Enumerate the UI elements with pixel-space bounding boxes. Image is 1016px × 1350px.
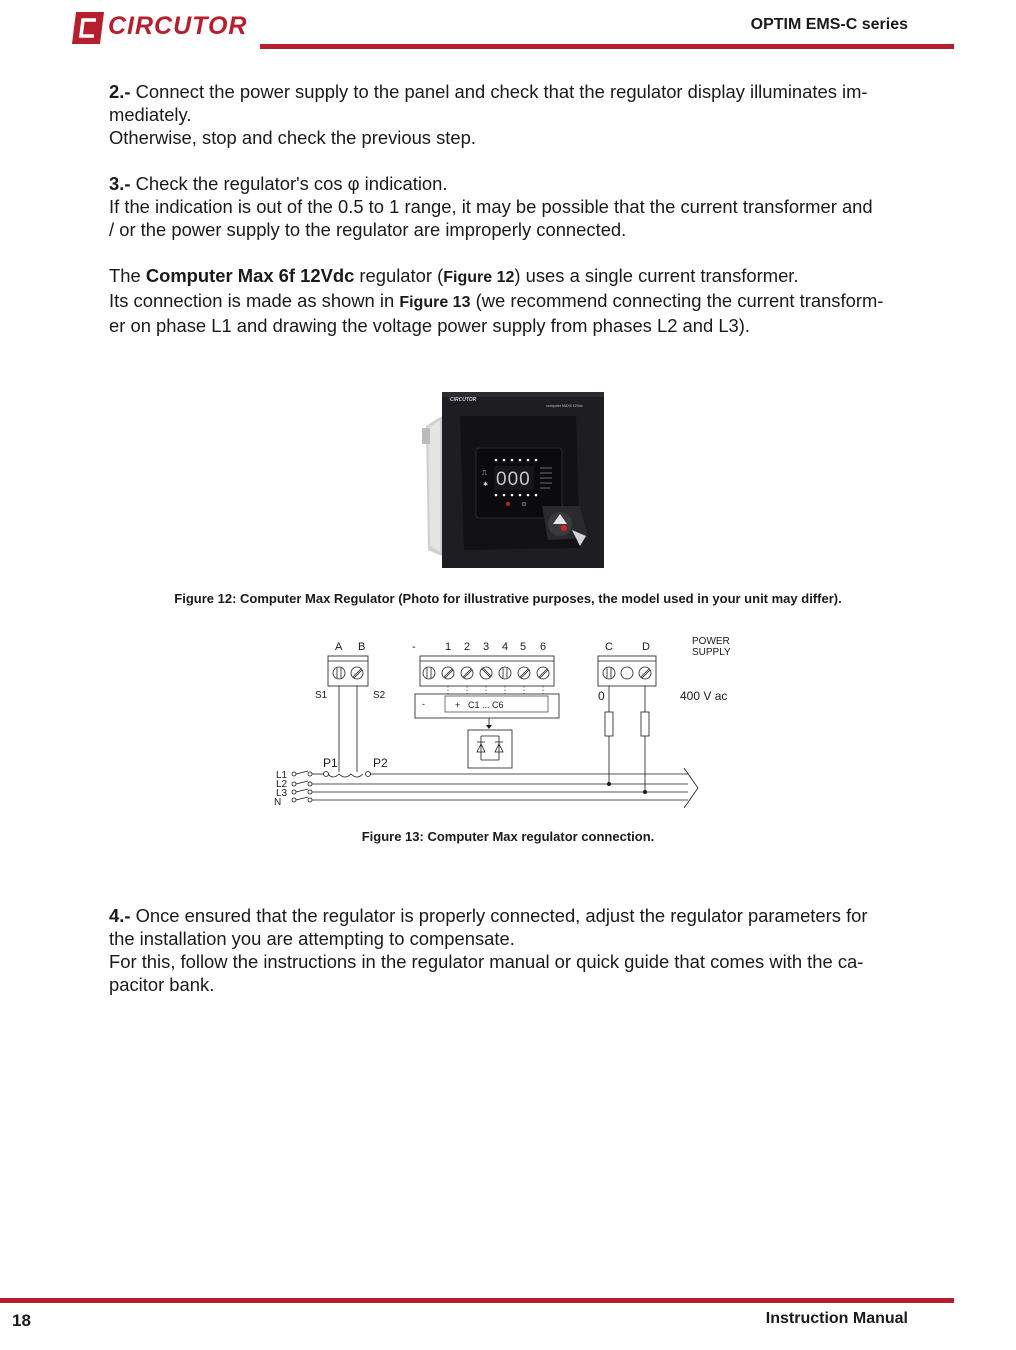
step3-line3: / or the power supply to the regulator are improperly connected. (109, 219, 627, 240)
footer-manual-title: Instruction Manual (765, 1310, 908, 1327)
para-its: Its connection is made as shown in (109, 290, 400, 311)
terminal-label-4: 4 (502, 641, 509, 653)
header-rule (260, 44, 954, 49)
header-series-title: OPTIM EMS-C series (750, 16, 908, 33)
terminal-label-6: 6 (540, 641, 547, 653)
step4-paragraph (109, 904, 909, 996)
terminal-label-5: 5 (520, 641, 527, 653)
terminal-labels (335, 641, 650, 653)
para-reg-open: regulator ( (354, 265, 444, 286)
p2-label: P2 (373, 756, 388, 770)
step4-line3: For this, follow the instructions in the regulator manual or quick guide that comes with the ca- (109, 951, 864, 972)
fuse-c (605, 712, 613, 736)
p1-label: P1 (323, 756, 338, 770)
zero-label: 0 (598, 689, 605, 703)
step3-number: 3.- (109, 173, 131, 194)
step2-paragraph (109, 80, 909, 149)
brand-logo-text: CIRCUTOR (108, 12, 248, 40)
power-supply-label-1: POWER (692, 636, 730, 647)
terminal-label-d: D (642, 641, 650, 653)
figure13-link[interactable]: Figure 13 (399, 294, 471, 311)
voltage-label: 400 V ac (680, 689, 728, 703)
fuse-d (641, 712, 649, 736)
terminal-label-a: A (335, 641, 343, 653)
strip-minus: - (422, 699, 425, 709)
phase-label-l1: L1 (276, 770, 288, 781)
terminal-label-minus: - (412, 641, 416, 653)
s2-label: S2 (373, 690, 386, 701)
step3-paragraph (109, 172, 909, 241)
step3-line1: Check the regulator's cos φ indication. (130, 173, 448, 194)
step4-number: 4.- (109, 905, 131, 926)
fan-icon: ✱ (483, 482, 489, 488)
strip-plus: + (455, 700, 461, 710)
terminal-label-2: 2 (464, 641, 471, 653)
terminal-block-steps (420, 656, 554, 686)
para-the: The (109, 265, 146, 286)
input-switches (292, 771, 312, 802)
page-number: 18 (12, 1311, 31, 1330)
pulse-icon: ⎍ (482, 470, 487, 477)
terminal-block-ab (328, 656, 368, 686)
s1-label: S1 (315, 690, 328, 701)
step2-line1: Connect the power supply to the panel and check that the regulator display illuminates im- (130, 81, 868, 102)
step4-line4: pacitor bank. (109, 974, 215, 995)
display-digits: 000 (496, 469, 531, 490)
terminal-label-c: C (605, 641, 613, 653)
circutor-logo-icon (70, 10, 106, 46)
step2-number: 2.- (109, 81, 131, 102)
para-uses: ) uses a single current transformer. (514, 265, 799, 286)
phase-label-n: N (274, 797, 282, 808)
phase-label-l2: L2 (276, 779, 288, 790)
para-line3: er on phase L1 and drawing the voltage power supply from phases L2 and L3). (109, 315, 751, 336)
para-rec: (we recommend connecting the current transform- (470, 290, 884, 311)
strip-caps-label: C1 ... C6 (468, 700, 504, 710)
phase-label-l3: L3 (276, 788, 288, 799)
step2-line3: Otherwise, stop and check the previous step. (109, 127, 476, 148)
regulator-photo (420, 388, 610, 570)
terminal-block-cd (598, 656, 656, 686)
terminal-label-1: 1 (445, 641, 452, 653)
wiring-diagram (260, 628, 731, 818)
power-supply-label-2: SUPPLY (692, 647, 731, 658)
footer-rule (0, 1298, 954, 1303)
step4-line1: Once ensured that the regulator is properly connected, adjust the regulator parameters for (130, 905, 868, 926)
step3-line2: If the indication is out of the 0.5 to 1 range, it may be possible that the current transformer and (109, 196, 873, 217)
thyristor-icon (468, 730, 512, 768)
model-name: Computer Max 6f 12Vdc (145, 265, 355, 286)
terminal-label-3: 3 (483, 641, 490, 653)
device-model-label: computer MAX6 12Vdc (546, 404, 583, 408)
terminal-label-b: B (358, 641, 366, 653)
model-paragraph (109, 264, 909, 337)
device-brand-label: CIRCUTOR (450, 397, 477, 403)
step4-line2: the installation you are attempting to compensate. (109, 928, 515, 949)
step2-line2: mediately. (109, 104, 192, 125)
figure12-link[interactable]: Figure 12 (443, 269, 515, 286)
figure12-caption: Figure 12: Computer Max Regulator (Photo for illustrative purposes, the model used in your unit may differ). (174, 591, 842, 606)
figure13-caption: Figure 13: Computer Max regulator connection. (361, 829, 655, 844)
